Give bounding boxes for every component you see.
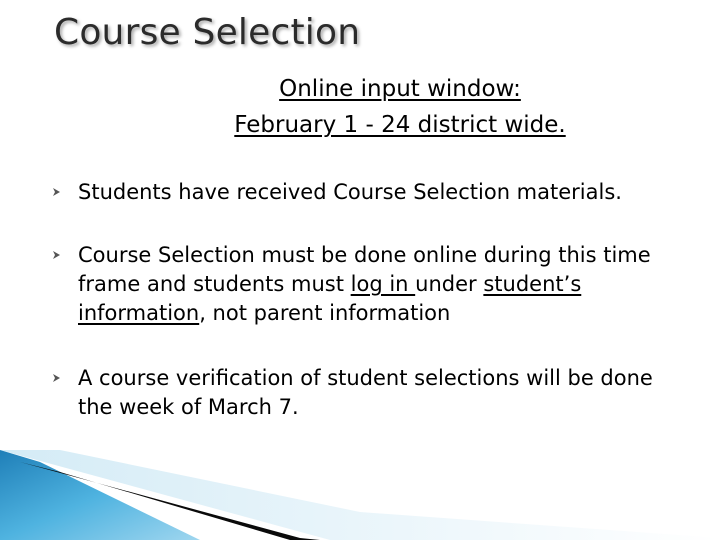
- corner-wave-decoration: [0, 450, 720, 540]
- subtitle-line-1: Online input window:: [279, 76, 521, 102]
- bullet-text: A course verification of student selections will be done the week of March 7.: [78, 366, 653, 419]
- student-information-text: student’s information: [78, 272, 582, 325]
- arrow-bullet-icon: [52, 250, 62, 260]
- slide-title: Course Selection: [54, 12, 361, 53]
- arrow-bullet-icon: [52, 187, 62, 197]
- bullet-text: Students have received Course Selection materials.: [78, 180, 622, 204]
- bullet-text-part: Course Selection must be done online during this time frame and students must: [78, 243, 651, 296]
- bullet-text-part: under: [415, 272, 484, 296]
- bullet-text-part: , not parent information: [199, 301, 451, 325]
- log-in-text: log in: [350, 272, 416, 296]
- arrow-bullet-icon: [52, 373, 62, 383]
- bullet-item-materials: [52, 178, 692, 207]
- bullet-item-online: [52, 241, 692, 328]
- bullet-item-verification: [52, 364, 692, 422]
- subtitle-line-2: February 1 - 24 district wide.: [234, 112, 566, 138]
- bullet-list: [52, 178, 692, 456]
